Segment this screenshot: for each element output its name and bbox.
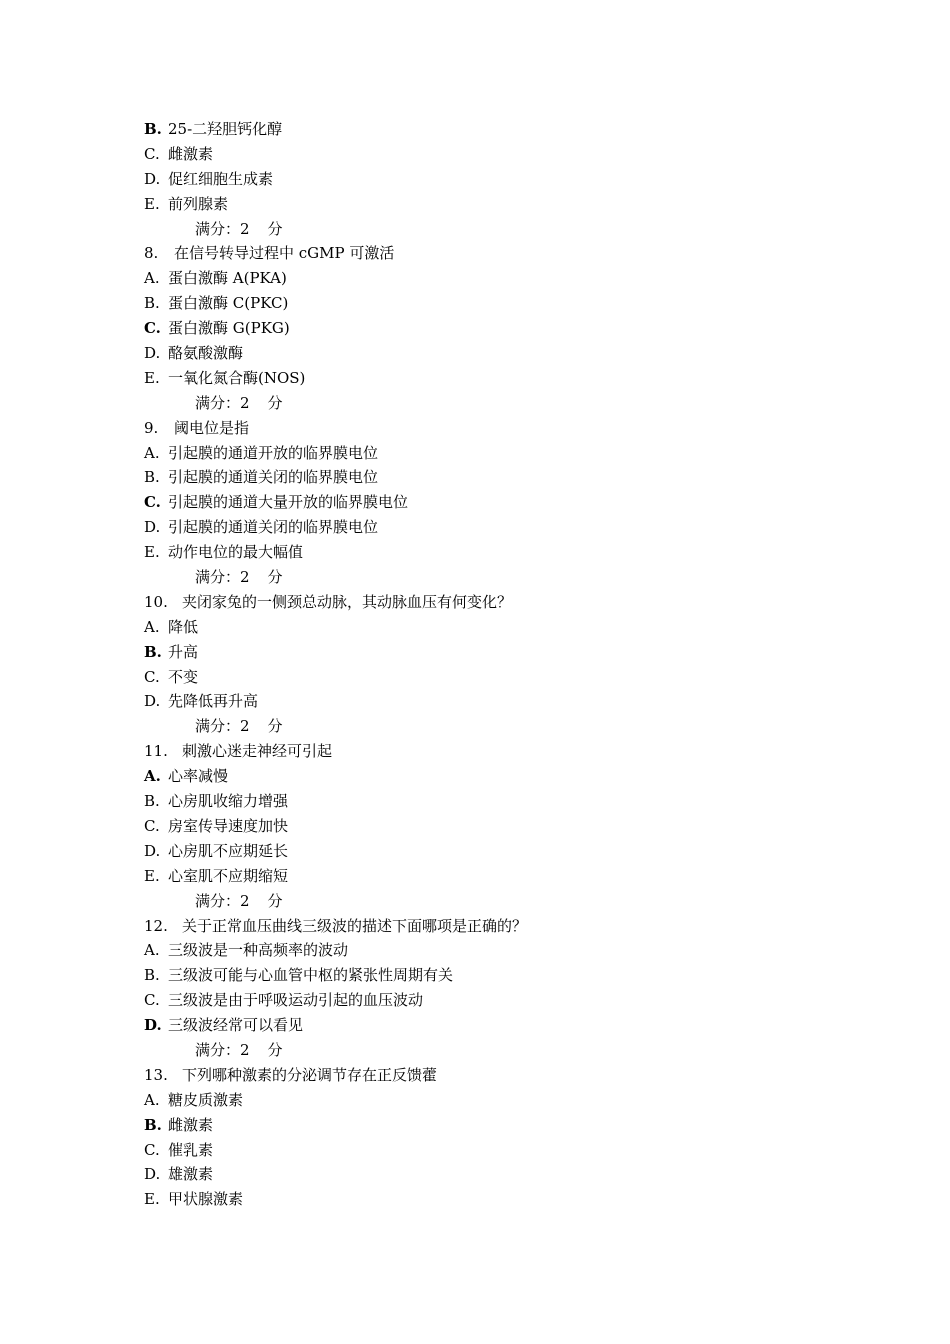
option-letter: D. <box>144 344 161 363</box>
question-text: 在信号转导过程中 cGMP 可激活 <box>174 244 395 263</box>
answer-option <box>144 142 904 167</box>
answer-option <box>144 1138 904 1163</box>
question-stem <box>144 416 904 441</box>
option-text: 心房肌收缩力增强 <box>168 792 289 811</box>
question-stem <box>144 914 904 939</box>
option-letter: D. <box>144 169 161 188</box>
score-label: 满分：2 <box>195 717 250 736</box>
score-label: 满分：2 <box>195 1040 250 1059</box>
score-label: 满分：2 <box>195 219 250 238</box>
answer-option <box>144 938 904 963</box>
question-number: 9. <box>144 418 159 437</box>
answer-option <box>144 640 904 665</box>
option-text: 心室肌不应期缩短 <box>168 866 289 885</box>
option-letter: E. <box>144 866 160 885</box>
option-letter: D. <box>144 692 161 711</box>
answer-option <box>144 441 904 466</box>
option-text: 三级波是一种高频率的波动 <box>168 941 349 960</box>
answer-option <box>144 789 904 814</box>
answer-option <box>144 316 904 341</box>
answer-option <box>144 764 904 789</box>
option-text: 25-二羟胆钙化醇 <box>168 120 283 138</box>
score-unit: 分 <box>267 219 283 238</box>
option-text: 前列腺素 <box>168 194 229 213</box>
answer-option <box>144 689 904 714</box>
score-unit: 分 <box>267 393 283 412</box>
option-letter: C. <box>144 667 160 686</box>
option-text: 心率减慢 <box>168 767 229 786</box>
answer-option <box>144 540 904 565</box>
option-text: 先降低再升高 <box>168 692 259 711</box>
answer-option <box>144 465 904 490</box>
option-text: 蛋白激酶 G(PKG) <box>168 319 290 338</box>
answer-option <box>144 366 904 391</box>
question-number: 13. <box>144 1065 168 1084</box>
option-letter: B. <box>144 966 160 985</box>
option-letter: B. <box>144 642 162 661</box>
option-letter: E. <box>144 543 160 562</box>
option-text: 三级波经常可以看见 <box>168 1016 304 1035</box>
answer-option <box>144 515 904 540</box>
answer-option <box>144 988 904 1013</box>
option-text: 蛋白激酶 C(PKC) <box>168 294 289 313</box>
score-label: 满分：2 <box>195 393 250 412</box>
option-text: 甲状腺激素 <box>168 1190 244 1209</box>
question-stem <box>144 590 904 615</box>
option-text: 引起膜的通道关闭的临界膜电位 <box>168 518 379 537</box>
option-text: 蛋白激酶 A(PKA) <box>168 269 287 288</box>
question-number: 12. <box>144 916 168 935</box>
answer-option <box>144 1013 904 1038</box>
option-text: 催乳素 <box>168 1140 214 1159</box>
question-text: 关于正常血压曲线三级波的描述下面哪项是正确的？ <box>182 916 528 935</box>
option-letter: B. <box>144 294 160 313</box>
option-text: 心房肌不应期延长 <box>168 841 289 860</box>
option-letter: D. <box>144 518 161 537</box>
option-letter: E. <box>144 194 160 213</box>
option-letter: C. <box>144 319 161 338</box>
option-letter: D. <box>144 1165 161 1184</box>
score-line <box>144 391 904 416</box>
option-letter: A. <box>144 617 160 636</box>
answer-option <box>144 341 904 366</box>
option-text: 房室传导速度加快 <box>168 816 289 835</box>
question-stem <box>144 241 904 266</box>
score-line <box>144 1038 904 1063</box>
option-text: 雌激素 <box>168 144 214 163</box>
option-text: 引起膜的通道开放的临界膜电位 <box>168 443 379 462</box>
answer-option <box>144 266 904 291</box>
score-label: 满分：2 <box>195 568 250 587</box>
answer-option <box>144 1162 904 1187</box>
answer-option <box>144 1113 904 1138</box>
question-text: 夹闭家兔的一侧颈总动脉，其动脉血压有何变化？ <box>182 592 513 611</box>
answer-option <box>144 864 904 889</box>
question-stem <box>144 1063 904 1088</box>
option-letter: B. <box>144 120 162 138</box>
option-text: 三级波可能与心血管中枢的紧张性周期有关 <box>168 966 454 985</box>
option-letter: A. <box>144 1090 160 1109</box>
score-line <box>144 714 904 739</box>
score-unit: 分 <box>267 568 283 587</box>
answer-option <box>144 167 904 192</box>
option-text: 不变 <box>168 667 199 686</box>
score-label: 满分：2 <box>195 891 250 910</box>
answer-option <box>144 1088 904 1113</box>
option-text: 三级波是由于呼吸运动引起的血压波动 <box>168 991 424 1010</box>
option-letter: B. <box>144 468 160 487</box>
answer-option <box>144 665 904 690</box>
option-letter: B. <box>144 1115 162 1134</box>
score-line <box>144 889 904 914</box>
option-letter: A. <box>144 269 160 288</box>
option-letter: E. <box>144 1190 160 1209</box>
option-letter: C. <box>144 816 160 835</box>
answer-option <box>144 963 904 988</box>
answer-option <box>144 117 904 142</box>
option-letter: D. <box>144 841 161 860</box>
option-text: 引起膜的通道大量开放的临界膜电位 <box>168 493 409 512</box>
answer-option <box>144 291 904 316</box>
score-line <box>144 217 904 242</box>
option-text: 一氧化氮合酶(NOS) <box>168 368 306 387</box>
answer-option <box>144 1187 904 1212</box>
question-number: 10. <box>144 592 168 611</box>
option-letter: C. <box>144 1140 160 1159</box>
option-letter: C. <box>144 493 161 512</box>
option-text: 酪氨酸激酶 <box>168 344 244 363</box>
question-text: 下列哪种激素的分泌调节存在正反馈藿 <box>182 1065 438 1084</box>
option-letter: B. <box>144 792 160 811</box>
option-letter: A. <box>144 443 160 462</box>
score-unit: 分 <box>267 1040 283 1059</box>
answer-option <box>144 615 904 640</box>
option-text: 降低 <box>168 617 199 636</box>
exam-document <box>144 117 904 1212</box>
question-text: 刺激心迷走神经可引起 <box>182 742 333 761</box>
option-letter: A. <box>144 941 160 960</box>
score-line <box>144 565 904 590</box>
option-text: 动作电位的最大幅值 <box>168 543 304 562</box>
option-letter: E. <box>144 368 160 387</box>
score-unit: 分 <box>267 891 283 910</box>
answer-option <box>144 192 904 217</box>
option-text: 雌激素 <box>168 1115 214 1134</box>
option-text: 升高 <box>168 642 199 661</box>
option-text: 促红细胞生成素 <box>168 169 274 188</box>
option-letter: A. <box>144 767 161 786</box>
question-number: 8. <box>144 244 159 263</box>
answer-option <box>144 490 904 515</box>
option-letter: D. <box>144 1016 162 1035</box>
option-text: 糖皮质激素 <box>168 1090 244 1109</box>
question-number: 11. <box>144 742 168 761</box>
option-letter: C. <box>144 144 160 163</box>
option-text: 雄激素 <box>168 1165 214 1184</box>
option-letter: C. <box>144 991 160 1010</box>
answer-option <box>144 839 904 864</box>
score-unit: 分 <box>267 717 283 736</box>
option-text: 引起膜的通道关闭的临界膜电位 <box>168 468 379 487</box>
answer-option <box>144 814 904 839</box>
question-text: 阈电位是指 <box>174 418 250 437</box>
question-stem <box>144 739 904 764</box>
